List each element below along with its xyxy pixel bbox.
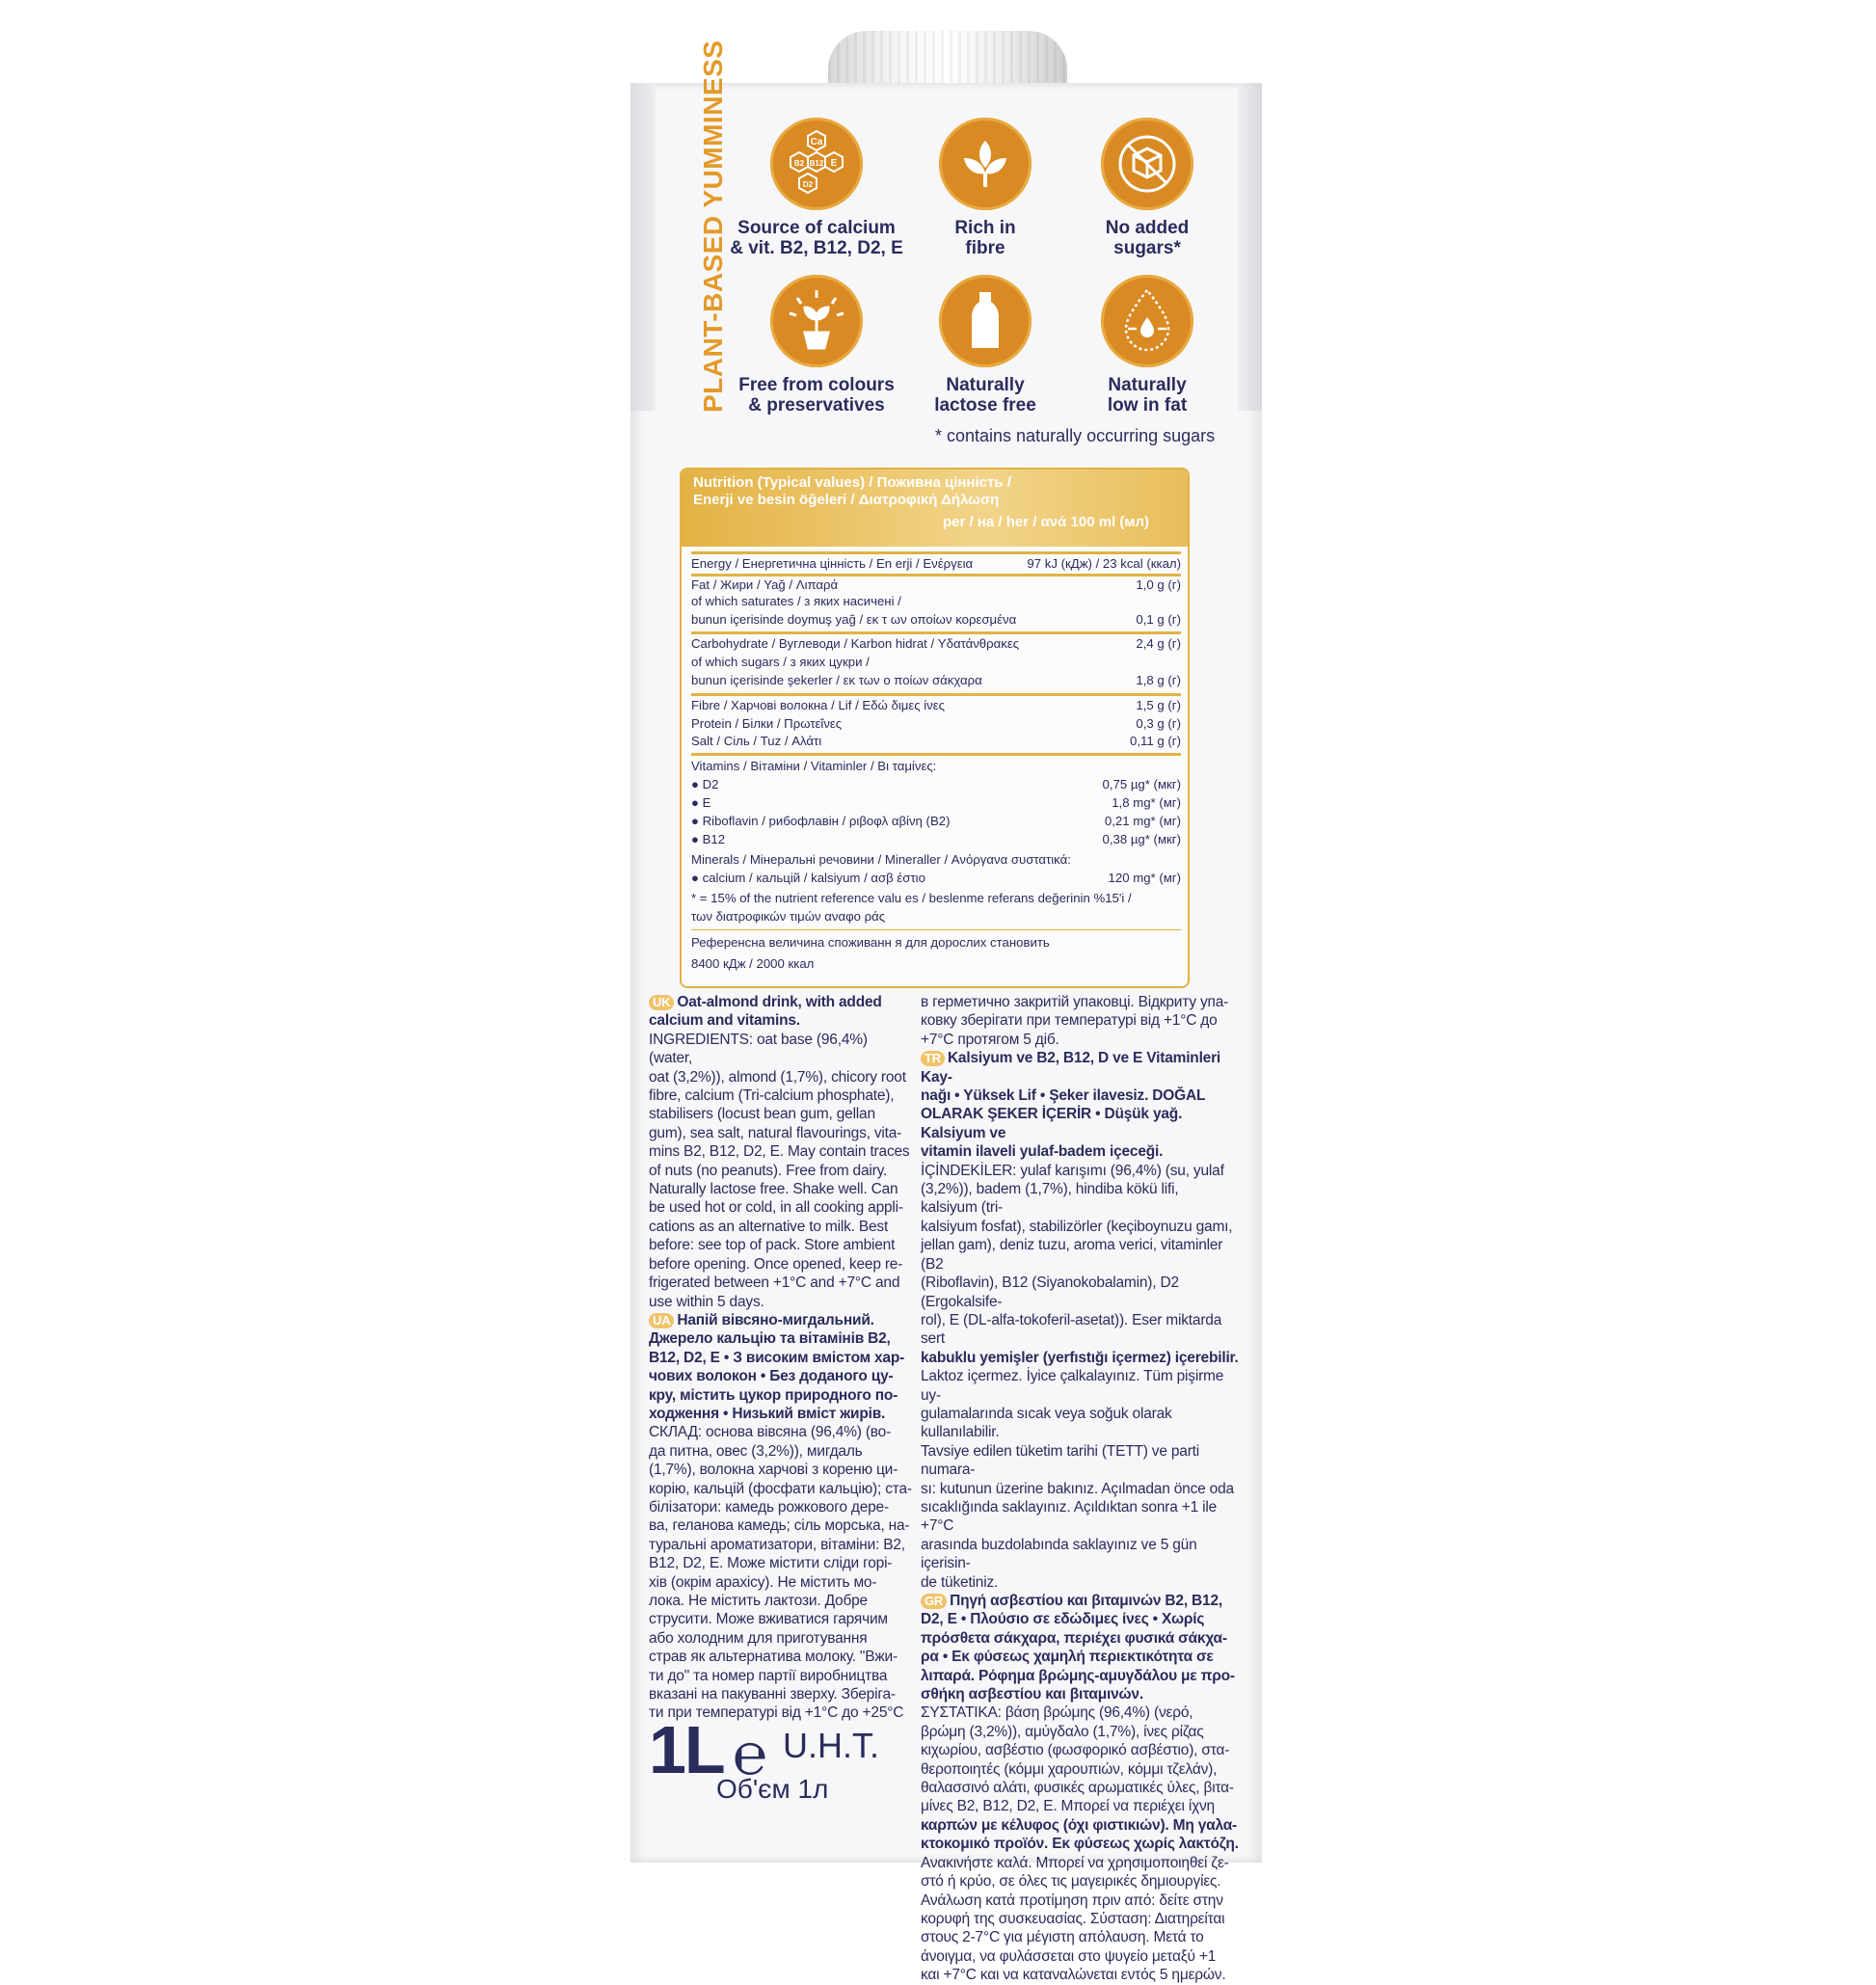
- nutrition-row: * = 15% of the nutrient reference valu es / beslenme referans değerinin %15'i /: [691, 891, 1132, 905]
- ua-line: +7°C протягом 5 діб.: [921, 1031, 1059, 1048]
- nutrition-row: Референсна величина споживанн я для дорослих становить: [691, 935, 1050, 950]
- gr-line: μίνες B2, B12, D2, E. Μπορεί να περιέχει ίχνη: [921, 1798, 1215, 1815]
- tr-line: İÇİNDEKİLER: yulaf karışımı (96,4%) (su, yulaf: [921, 1162, 1224, 1179]
- feature-label: Rich in: [954, 218, 1016, 238]
- uk-badge: UK: [649, 995, 674, 1010]
- plant-pot-icon: [770, 275, 863, 367]
- gr-line: άνοιγμα, να φυλάσσεται στο ψυγείο μεταξύ +1: [921, 1947, 1217, 1965]
- volume: 1L: [649, 1712, 724, 1787]
- no-sugar-cube-icon: [1101, 118, 1193, 210]
- feature-no-colours: [720, 275, 913, 416]
- gr-line: D2, E • Πλούσιο σε εδώδιμες ίνες • Χωρίς: [921, 1611, 1205, 1628]
- sugar-note: * contains naturally occurring sugars: [935, 426, 1216, 445]
- ingredients-right-column: [921, 993, 1239, 1985]
- side-title-text: PLANT-BASED YUMMINESS: [698, 40, 728, 413]
- nutrition-row: Protein / Білки / Πρωτεΐνες 0,3 g (г): [691, 716, 1181, 731]
- gr-line: κτοκομικό προϊόν. Εκ φύσεως χωρίς λακτόζη.: [921, 1836, 1239, 1853]
- ua-line: Джерело кальцію та вітамінів B2,: [649, 1330, 891, 1348]
- nutrition-row: 8400 кДж / 2000 ккал: [691, 956, 815, 971]
- ua-line: B12, D2, E. Може містити сліди горі-: [649, 1555, 893, 1572]
- ua-line: туральні ароматизатори, вітаміни: B2,: [649, 1536, 905, 1553]
- ua-line: да питна, овес (3,2%)), мигдаль: [649, 1442, 863, 1460]
- feature-label: Free from colours: [738, 375, 895, 395]
- ua-line: білізатори: камедь рожкового дере-: [649, 1498, 889, 1516]
- feature-label: Naturally: [1108, 375, 1187, 395]
- nutrition-row: Energy / Енергетична цінність / En erji / Ενέργεια 97 kJ (кДж) / 23 kcal (ккал): [691, 556, 1181, 571]
- ua-line: Напій вівсяно-мигдальний.: [677, 1311, 874, 1328]
- nutrition-row: ● E 1,8 mg* (мг): [691, 795, 1181, 810]
- ua-line: кру, містить цукор природного по-: [649, 1386, 898, 1404]
- tr-line: rol), E (DL-alfa-tokoferil-asetat)). Eser miktarda sert: [921, 1311, 1222, 1348]
- feature-label: lactose free: [934, 395, 1036, 416]
- gr-line: στους 2-7°C για μέγιστη απόλαυση. Μετά το: [921, 1929, 1204, 1946]
- uk-line: INGREDIENTS: oat base (96,4%) (water,: [649, 1031, 868, 1067]
- uk-line: before opening. Once opened, keep re-: [649, 1255, 903, 1273]
- tr-line: de tüketiniz.: [921, 1573, 999, 1591]
- ua-line: вказані на пакуванні зверху. Зберіга-: [649, 1686, 896, 1703]
- nutrition-row: ● B12 0,38 µg* (мкг): [691, 832, 1181, 846]
- ua-line: хів (окрім арахісу). Не містить мо-: [649, 1573, 877, 1591]
- feature-label: & preservatives: [748, 395, 885, 416]
- nutrition-row: ● Riboflavin / рибофлавін / ριβοφλ αβίνη (B2) 0,21 mg* (мг): [691, 814, 1181, 828]
- uk-line: use within 5 days.: [649, 1293, 764, 1310]
- ua-line: (1,7%), волокна харчові з кореню ци-: [649, 1462, 898, 1479]
- uk-line: Naturally lactose free. Shake well. Can: [649, 1181, 898, 1198]
- gr-line: θεροποιητές (κόμμι χαρουπιών, κόμμι τζελάν),: [921, 1760, 1218, 1778]
- nutrition-row: Salt / Сіль / Tuz / Αλάτι 0,11 g (г): [691, 734, 1181, 748]
- ua-line: ва, геланова камедь; сіль морська, на-: [649, 1517, 910, 1535]
- uk-line: oat (3,2%)), almond (1,7%), chicory root: [649, 1068, 906, 1086]
- feature-low-fat: [1051, 275, 1244, 416]
- ua-line: СКЛАД: основа вівсяна (96,4%) (во-: [649, 1424, 892, 1441]
- volume-ua: Об'єм 1л: [716, 1774, 829, 1804]
- gr-line: ΣΥΣΤΑΤΙΚΑ: βάση βρώμης (96,4%) (νερό,: [921, 1704, 1193, 1722]
- nutrition-row: Minerals / Мінеральні речовини / Mineraller / Ανόργανα συστατικά:: [691, 852, 1071, 867]
- ua-line: ти до" та номер партії виробництва: [649, 1667, 888, 1684]
- divider: [691, 693, 1181, 696]
- ua-line: або холодним для приготування: [649, 1629, 868, 1647]
- nutrition-row: of which sugars / з яких цукри /: [691, 655, 870, 669]
- nutrition-table: [680, 468, 1190, 988]
- uk-line: of nuts (no peanuts). Free from dairy.: [649, 1162, 888, 1179]
- feature-label: No added: [1105, 218, 1190, 238]
- nutrition-row: Fibre / Харчові волокна / Lif / Εδώ διμες ίνες 1,5 g (г): [691, 698, 1181, 712]
- tr-line: sı: kutunun üzerine bakınız. Açılmadan önce oda: [921, 1480, 1234, 1497]
- feature-label: low in fat: [1107, 395, 1188, 416]
- tr-line: nağı • Yüksek Lif • Şeker ilavesiz. DOĞAL: [921, 1087, 1206, 1105]
- nutrition-row: Vitamins / Вітаміни / Vitaminler / Βι ταμίνες:: [691, 759, 937, 773]
- ua-line: страв як альтернатива молоку. "Вжи-: [649, 1649, 898, 1666]
- gr-line: κιχωρίου, ασβέστιο (φωσφορικό ασβέστιο), στα-: [921, 1742, 1230, 1759]
- ua-line: чових волокон • Без доданого цу-: [649, 1368, 894, 1385]
- ua-badge: UA: [649, 1313, 674, 1328]
- tr-line: OLARAK ŞEKER İÇERİR • Düşük yağ. Kalsiyum ve: [921, 1106, 1183, 1141]
- gr-line: κορυφή της συσκευασίας. Σύσταση: Διατηρείται: [921, 1910, 1225, 1927]
- vitamins-hexagon-icon: [770, 118, 863, 210]
- ua-line: корію, кальцій (фосфати кальцію); ста-: [649, 1480, 912, 1497]
- icon-text-d2: D2: [802, 180, 814, 189]
- uk-line: stabilisers (locust bean gum, gellan: [649, 1106, 875, 1123]
- nutrition-row: ● calcium / кальцій / kalsiyum / ασβ έστιο 120 mg* (мг): [691, 871, 1181, 885]
- tr-line: kalsiyum fosfat), stabilizörler (keçiboynuzu gamı,: [921, 1218, 1233, 1235]
- tr-line: jellan gam), deniz tuzu, aroma verici, vitaminler (B2: [921, 1237, 1223, 1273]
- nutrition-row: of which saturates / з яких насичені /: [691, 594, 901, 608]
- tr-badge: TR: [921, 1051, 945, 1066]
- ua-line: ходження • Низький вміст жирів.: [649, 1405, 886, 1422]
- uk-line: be used hot or cold, in all cooking appli-: [649, 1199, 903, 1217]
- ua-line: лока. Не містить лактози. Добре: [649, 1593, 868, 1609]
- feature-label: sugars*: [1113, 238, 1181, 258]
- tr-line: Laktoz içermez. İyice çalkalayınız. Tüm pişirme uy-: [921, 1368, 1224, 1404]
- icon-text-b2: B2: [793, 159, 805, 168]
- nutrition-row: ● D2 0,75 µg* (мкг): [691, 777, 1181, 791]
- gr-line: ρα • Εκ φύσεως χαμηλή περιεκτικότητα σε: [921, 1649, 1214, 1666]
- gr-line: λιπαρά. Ρόφημα βρώμης-αμυγδάλου με προ-: [921, 1667, 1235, 1684]
- ua-line: B12, D2, E • З високим вмістом хар-: [649, 1349, 905, 1366]
- gr-line: θαλασσινό αλάτι, φυσικές αρωματικές ύλες, βιτα-: [921, 1780, 1234, 1797]
- tr-line: Tavsiye edilen tüketim tarihi (TETT) ve parti numara-: [921, 1442, 1200, 1479]
- nutrition-heading: Enerji ve besin öğeleri / Διατροφική Δήλωση: [693, 492, 1000, 508]
- ingredients-left-column: [649, 993, 914, 1723]
- bottle-icon: [939, 275, 1032, 367]
- gr-line: και +7°C και να καταναλώνεται εντός 5 ημερών.: [921, 1967, 1226, 1984]
- tr-line: arasında buzdolabında saklayınız ve 5 gün içerisin-: [921, 1536, 1197, 1572]
- icon-text-b12: B12: [809, 159, 824, 168]
- tr-line: (3,2%)), badem (1,7%), hindiba kökü lifi, kalsiyum (tri-: [921, 1181, 1179, 1217]
- uk-line: fibre, calcium (Tri-calcium phosphate),: [649, 1087, 895, 1105]
- fat-drop-icon: [1101, 275, 1193, 367]
- gr-line: σθήκη ασβεστίου και βιταμινών.: [921, 1686, 1143, 1703]
- uht-label: U.H.T.: [783, 1726, 880, 1765]
- feature-label: & vit. B2, B12, D2, E: [730, 238, 903, 258]
- feature-label: fibre: [965, 238, 1005, 258]
- uk-title: UK Oat-almond drink, with added calcium and vitamins.: [649, 994, 882, 1030]
- nutrition-per-unit: per / на / her / ανά 100 ml (мл): [942, 514, 1149, 530]
- icon-text-e: E: [830, 158, 838, 169]
- gr-line: πρόσθετα σάκχαρα, περιέχει φυσικά σάκχα-: [921, 1629, 1227, 1647]
- divider: [691, 551, 1181, 554]
- gr-line: Πηγή ασβεστίου και βιταμινών B2, B12,: [950, 1593, 1222, 1609]
- divider: [691, 631, 1181, 634]
- nutrition-row: των διατροφικών τιμών αναφο ράς: [691, 909, 886, 924]
- nutrition-row: Fat / Жири / Yağ / Λιπαρά 1,0 g (г): [691, 577, 1181, 592]
- tr-line: Kalsiyum ve B2, B12, D ve E Vitaminleri Kay-: [921, 1050, 1221, 1086]
- wheat-leaf-icon: [939, 118, 1032, 210]
- tr-line: vitamin ilaveli yulaf-badem içeceği.: [921, 1143, 1164, 1161]
- nutrition-row: bunun içerisinde doymuş yağ / εκ τ ων οποίων κορεσμένα 0,1 g (г): [691, 612, 1181, 627]
- ua-line: струсити. Може вживатися гарячим: [649, 1611, 888, 1628]
- tr-line: (Riboflavin), B12 (Siyanokobalamin), D2 (Ergokalsife-: [921, 1274, 1179, 1310]
- nutrition-header: [682, 469, 1188, 547]
- feature-calcium: [720, 118, 913, 258]
- uk-line: frigerated between +1°C and +7°C and: [649, 1274, 900, 1292]
- tr-line: gulamalarında sıcak veya soğuk olarak kullanılabilir.: [921, 1405, 1172, 1441]
- ua-line: в герметично закритій упаковці. Відкриту упа-: [921, 994, 1229, 1010]
- uk-line: mins B2, B12, D2, E. May contain traces: [649, 1143, 910, 1161]
- feature-label: Source of calcium: [737, 218, 896, 238]
- ua-line: ковку зберігати при температурі від +1°C до: [921, 1012, 1218, 1030]
- gr-line: Ανάλωση κατά προτίμηση πριν από: δείτε στην: [921, 1891, 1223, 1909]
- icon-text-ca: Ca: [810, 137, 823, 148]
- carton-fold-left: [630, 83, 656, 411]
- gr-line: Ανακινήστε καλά. Μπορεί να χρησιμοποιηθεί ζε-: [921, 1854, 1229, 1871]
- nutrition-row: bunun içerisinde şekerler / εκ των ο ποίων σάκχαρα 1,8 g (г): [691, 673, 1181, 687]
- uk-line: gum), sea salt, natural flavourings, vita-: [649, 1124, 902, 1141]
- ua-line: ти при температурі від +1°C до +25°C: [649, 1704, 904, 1722]
- feature-label: Naturally: [946, 375, 1025, 395]
- uk-line: cations as an alternative to milk. Best: [649, 1218, 889, 1235]
- gr-line: βρώμη (3,2%)), αμύγδαλο (1,7%), ίνες ρίζας: [921, 1723, 1204, 1740]
- gr-line: στό ή κρύο, σε όλες τις μαγειρικές δημιουργίες.: [921, 1873, 1221, 1891]
- divider: [691, 929, 1181, 930]
- uk-line: before: see top of pack. Store ambient: [649, 1237, 896, 1254]
- nutrition-row: Carbohydrate / Вуглеводи / Karbon hidrat / Υδατάνθρακες 2,4 g (г): [691, 636, 1181, 651]
- e-mark: ℮: [733, 1722, 768, 1786]
- feature-no-sugar: [1051, 118, 1244, 258]
- tr-line: kabuklu yemişler (yerfıstığı içermez) içerebilir.: [921, 1349, 1239, 1366]
- tr-line: sıcaklığında saklayınız. Açıldıktan sonra +1 ile +7°C: [921, 1498, 1218, 1535]
- gr-line: καρπών με κέλυφος (όχι φιστικιών). Μη γαλα-: [921, 1816, 1238, 1834]
- divider: [691, 753, 1181, 756]
- nutrition-heading: Nutrition (Typical values) / Поживна цінність /: [693, 474, 1011, 491]
- gr-badge: GR: [921, 1594, 947, 1609]
